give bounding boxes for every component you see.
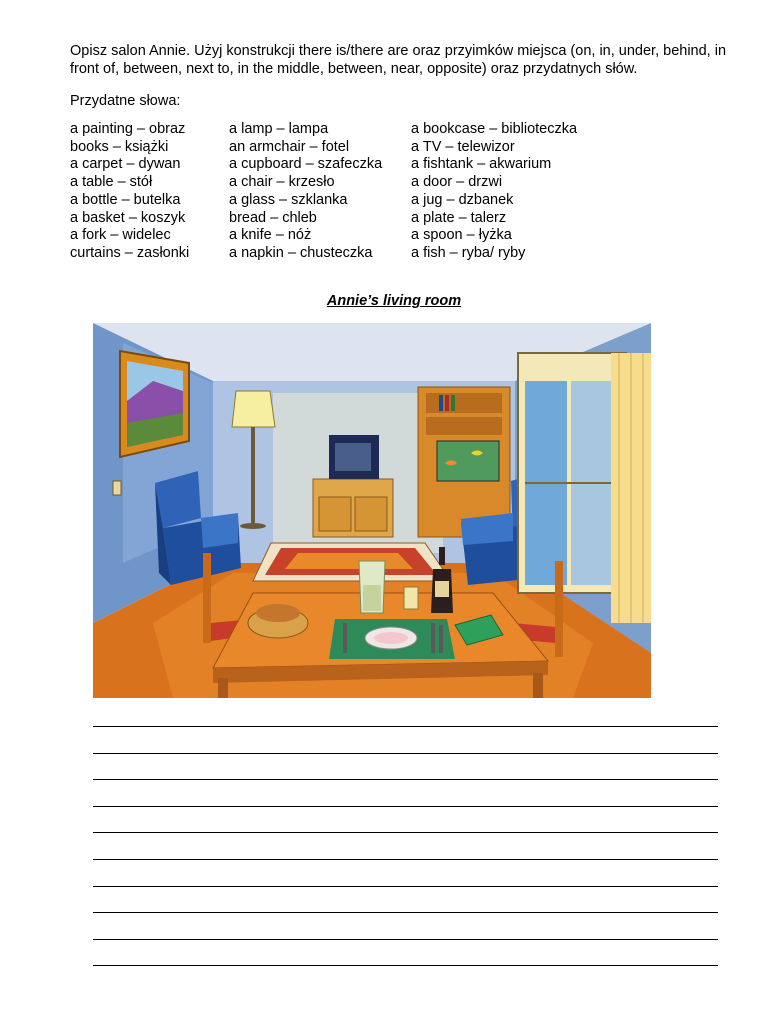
useful-words-label: Przydatne słowa: — [70, 93, 181, 109]
vocab-item: a basket – koszyk — [70, 209, 186, 226]
spoon-icon — [439, 625, 443, 653]
knife-icon — [431, 623, 435, 653]
vocab-item: a bottle – butelka — [70, 191, 181, 208]
curtains-icon — [611, 353, 651, 623]
vocab-item: a carpet – dywan — [70, 156, 181, 173]
vocab-item: a door – drzwi — [411, 174, 503, 191]
vocab-item: a fishtank – akwarium — [411, 156, 552, 173]
answer-line[interactable] — [93, 965, 718, 966]
glass-icon — [404, 587, 418, 609]
door-icon — [518, 353, 626, 593]
vocab-item: a bookcase – biblioteczka — [411, 121, 578, 137]
vocab-item: a cupboard – szafeczka — [229, 156, 383, 173]
plate-icon — [329, 619, 455, 659]
vocab-item: a napkin – chusteczka — [229, 244, 373, 261]
vocab-item: a painting – obraz — [70, 121, 186, 137]
answer-line[interactable] — [93, 753, 718, 754]
vocab-item: a table – stół — [70, 174, 153, 191]
answer-line[interactable] — [93, 939, 718, 940]
vocab-item: a plate – talerz — [411, 209, 507, 226]
vocab-item: an armchair – fotel — [229, 138, 350, 155]
answer-lines — [93, 726, 718, 992]
vocab-column-3 — [411, 121, 577, 263]
vocab-item: bread – chleb — [229, 209, 317, 226]
fishtank-icon — [437, 441, 499, 481]
vocab-item: a glass – szklanka — [229, 191, 348, 208]
vocab-column-1 — [70, 121, 189, 263]
answer-line[interactable] — [93, 726, 718, 727]
cupboard-icon — [313, 479, 393, 537]
painting-icon — [120, 351, 189, 457]
living-room-illustration — [93, 323, 651, 698]
vocab-item: a fork – widelec — [70, 227, 171, 244]
answer-line[interactable] — [93, 806, 718, 807]
vocab-item: a jug – dzbanek — [411, 191, 514, 208]
fork-icon — [343, 623, 347, 653]
answer-line[interactable] — [93, 859, 718, 860]
vocab-item: a fish – ryba/ ryby — [411, 244, 526, 261]
vocab-item: curtains – zasłonki — [70, 244, 190, 261]
vocab-item: books – książki — [70, 138, 169, 155]
vocab-item: a chair – krzesło — [229, 174, 335, 191]
answer-line[interactable] — [93, 886, 718, 887]
vocab-item: a knife – nóż — [229, 227, 312, 244]
vocab-item: a spoon – łyżka — [411, 227, 512, 244]
carpet-icon — [253, 543, 451, 581]
vocab-item: a lamp – lampa — [229, 121, 329, 137]
answer-line[interactable] — [93, 832, 718, 833]
vocab-column-2 — [229, 121, 382, 263]
answer-line[interactable] — [93, 912, 718, 913]
vocab-item: a TV – telewizor — [411, 138, 515, 155]
instructions-text: Opisz salon Annie. Użyj konstrukcji there is/there are oraz przyimków miejsca (on, in, under, behind, in front of, between, next to, in the middle, between, near, opposite) oraz przydatnych słów. — [70, 43, 727, 77]
picture-title: Annie’s living room — [326, 293, 462, 309]
tv-icon — [329, 435, 379, 479]
jug-icon — [359, 561, 385, 613]
answer-line[interactable] — [93, 779, 718, 780]
